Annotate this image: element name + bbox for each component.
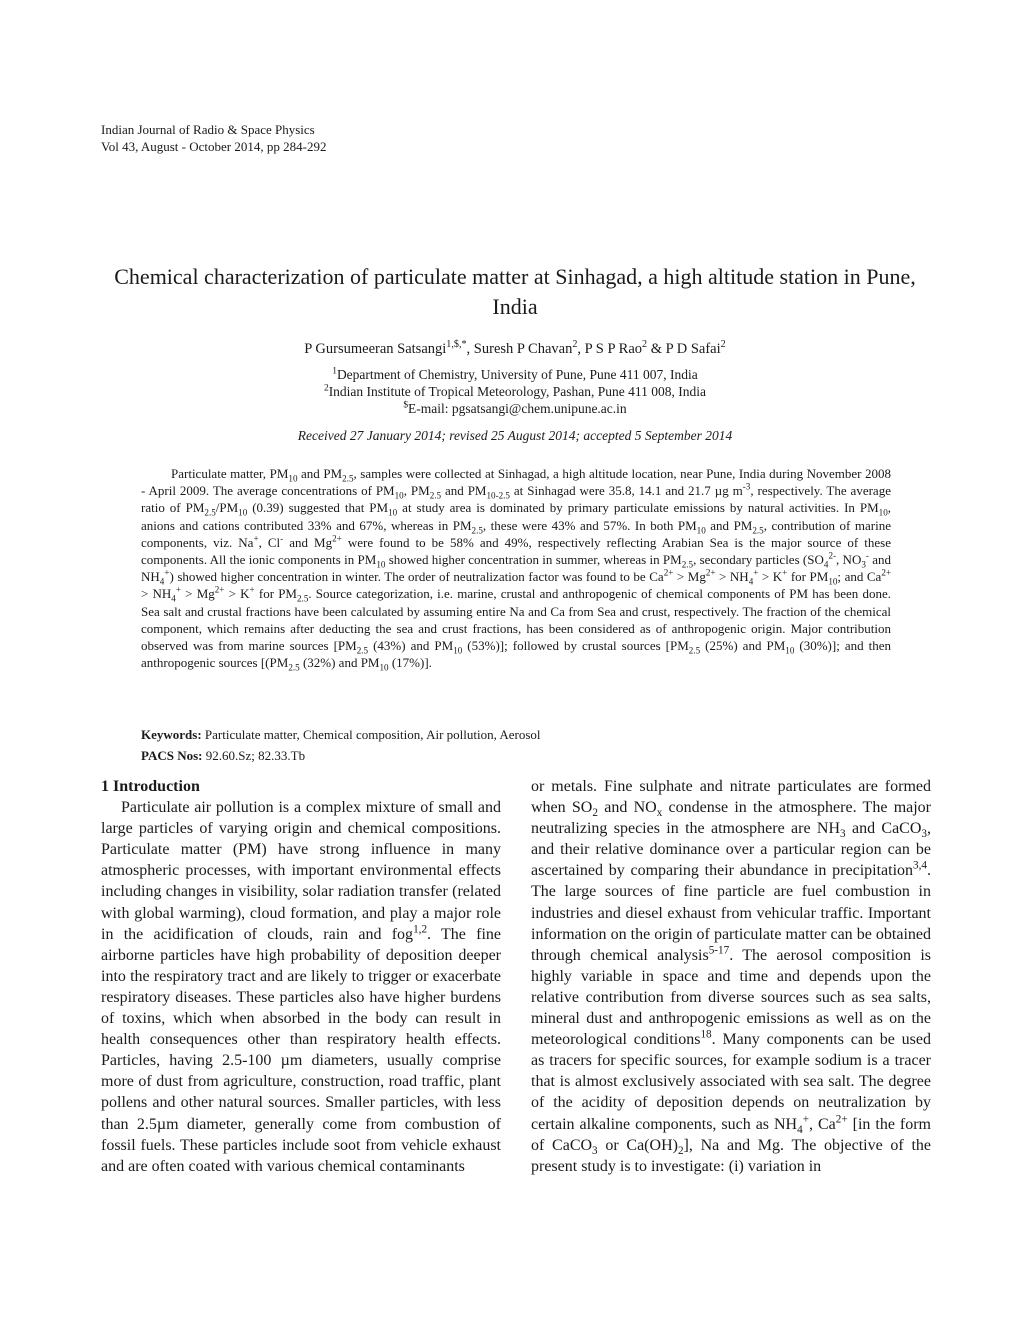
affiliation [100,366,930,383]
body-column-left [101,776,501,1177]
affiliation-mark: $ [403,400,409,411]
pacs-label: PACS Nos: [141,748,203,763]
author-marks: 2 [572,339,578,351]
keywords-line [141,726,891,743]
author-name: P S P Rao [584,341,643,357]
author-marks: 1,$,* [446,339,467,351]
abstract: Particulate matter, $PM_{10}$ and $PM_{2.5}$, samples were collected at Sinhagad, a high altitude location, near Pune, India during November 2008 - April 2009. The average concentrations of $PM_{10}$, $PM_{2.5}$ and $PM_{10-2.5}$ at Sinhagad were 35.8, 14.1 and 21.7 µg $m^{-3}$, respectively. The average ratio of $PM_{2.5}/PM_{10}$ (0.39) suggested that $PM_{10}$ at study area is dominated by primary particulate emissions by natural activities. In $PM_{10}$, anions and cations contributed 33% and 67%, whereas in $PM_{2.5}$, these were 43% and 57%. In both $PM_{10}$ and $PM_{2.5}$, contribution of marine components, viz. Na+, Cl- and $Mg^{2+}$ were found to be 58% and 49%, respectively reflecting Arabian Sea is the major source of these components. All the ionic components in $PM_{10}$ showed higher concentration in summer, whereas in $PM_{2.5}$, secondary particles ($SO_4^{2-}$, $NO_3^-$ and $NH_4^+$) showed higher concentration in winter. The order of neutralization factor was found to be $Ca^{2+} > Mg^{2+} > NH_4^+ > K^+$ for $PM_{10}$; and $Ca^{2+} > NH_4^+ > Mg^{2+} > K^+$ for $PM_{2.5}$. Source categorization, i.e. marine, crustal and anthropogenic of chemical components of PM has been done. Sea salt and crustal fractions have been calculated by assuming entire Na and Ca from Sea and crust, respectively. The fraction of the chemical component, which remains after deducting the sea and crust fractions, has been considered as of anthropogenic origin. Major contribution observed was from marine sources [$PM_{2.5}$ (43%) and $PM_{10}$ (53%)]; followed by crustal sources [$PM_{2.5}$ (25%) and $PM_{10}$ (30%)]; and then anthropogenic sources [($PM_{2.5}$ (32%) and $PM_{10}$ (17%)]. [141,466,892,673]
author-marks: 2 [720,339,726,351]
body-paragraph: Particulate air pollution is a complex mixture of small and large particles of varying origin and chemical compositions. Particulate matter (PM) have strong influence in many atmospheric processes, with important environmental effects including changes in visibility, solar radiation transfer (related with global warming), cloud formation, and play a major role in the acidification of clouds, rain and fog$^{1,2}$. The fine airborne particles have high probability of deposition deeper into the respiratory tract and are likely to trigger or exacerbate respiratory diseases. These particles also have higher burdens of toxins, which when absorbed in the body can result in health consequences other than respiratory health effects. Particles, having 2.5-100 µm diameters, usually comprise more of dust from agriculture, construction, road traffic, plant pollens and other natural sources. Smaller particles, with less than 2.5µm diameter, generally come from combustion of fossil fuels. These particles include soot from vehicle exhaust and are often coated with various chemical contaminants [101,799,501,1175]
section-heading: 1 Introduction [101,778,200,795]
author-name: P Gursumeeran Satsangi [304,341,447,357]
received-dates: Received 27 January 2014; revised 25 August 2014; accepted 5 September 2014 [297,428,733,443]
body-column-right [531,776,931,1177]
affiliation [100,383,930,400]
author-name: P D Safai [665,341,721,357]
affiliation-mark: 1 [332,366,337,377]
journal-issue: Vol 43, August - October 2014, pp 284-292 [101,139,327,154]
journal-header [101,121,326,155]
affiliation-text: Indian Institute of Tropical Meteorology, Pashan, Pune 411 008, India [328,384,707,399]
affiliation-mark: 2 [323,383,329,394]
author-list: P Gursumeeran Satsangi$^{1,\$,*}$, Suresh P Chavan$^2$, P S P Rao$^2$ & P D Safai$^2$ [304,339,726,357]
pacs-text: 92.60.Sz; 82.33.Tb [205,748,306,763]
author-name: Suresh P Chavan [473,341,573,357]
paper-title: Chemical characterization of particulate matter at Sinhagad, a high altitude station in Pune, India [114,264,916,319]
affiliation-text: Department of Chemistry, University of Pune, Pune 411 007, India [336,367,698,382]
email-line [100,400,930,417]
keywords-text: Particulate matter, Chemical composition, Air pollution, Aerosol [204,727,541,742]
author-marks: 2 [642,339,648,351]
journal-name: Indian Journal of Radio & Space Physics [101,122,315,137]
keywords-label: Keywords: [141,727,202,742]
body-paragraph: or metals. Fine sulphate and nitrate particulates are formed when $SO_2$ and $NO_x$ condense in the atmosphere. The major neutralizing species in the atmosphere are $NH_3$ and CaCO$_3$, and their relative dominance over a particular region can be ascertained by comparing their abundance in precipitation$^{3,4}$. The large sources of fine particle are fuel combustion in industries and diesel exhaust from vehicular traffic. Important information on the origin of particulate matter can be obtained through chemical analysis$^{5-17}$. The aerosol composition is highly variable in space and time and depends upon the relative contribution from diverse sources such as sea salts, mineral dust and anthropogenic emissions as well as on the meteorological conditions$^{18}$. Many components can be used as tracers for specific sources, for example sodium is a tracer that is almost exclusively associated with sea salt. The degree of the acidity of deposition depends on neutralization by certain alkaline components, such as $NH_4^+$, $Ca^{2+}$ [in the form of CaCO$_3$ or $Ca(OH)_2$], Na and Mg. The objective of the present study is to investigate: (i) variation in [531,778,932,1175]
email-text: E-mail: pgsatsangi@chem.unipune.ac.in [408,401,627,416]
pacs-line [141,747,891,764]
